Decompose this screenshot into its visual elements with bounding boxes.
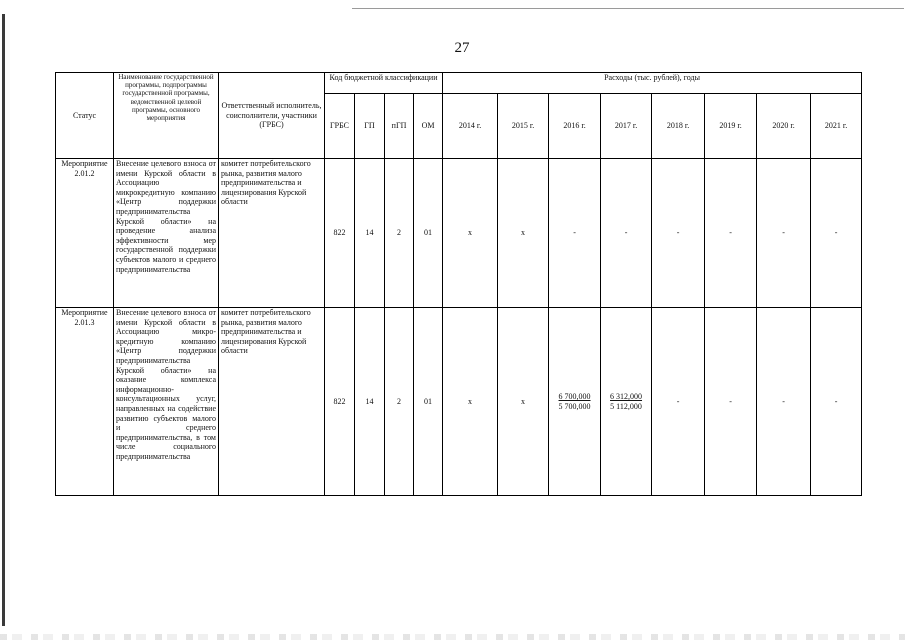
value-2016-fact: 5 700,000 (558, 401, 591, 411)
row-value-2021: - (811, 159, 862, 308)
row-value-2016: - (549, 159, 601, 308)
row-code-grbs: 822 (325, 159, 355, 308)
row-code-grbs: 822 (325, 308, 355, 496)
header-year-2017: 2017 г. (601, 94, 652, 159)
row-value-2019: - (705, 308, 757, 496)
row-name: Внесение целевого взноса от имени Курской области в Ассоциацию микрокредитную компанию «Центр поддержки предпринимательства Курской области» на проведение анализа эффективности мер государственной поддержки субъектов малого и среднего предпринимательства (114, 159, 219, 308)
scan-left-edge (2, 14, 5, 626)
row-value-2018: - (652, 159, 705, 308)
row-code-pgp: 2 (385, 159, 414, 308)
header-year-2020: 2020 г. (757, 94, 811, 159)
header-row-1 (56, 73, 862, 94)
row-value-2017 (601, 308, 652, 496)
header-responsible: Ответственный исполнитель, соисполнители, участники (ГРБС) (219, 73, 325, 159)
page-number: 27 (454, 40, 470, 56)
header-code-gp: ГП (355, 94, 385, 159)
header-code-grbs: ГРБС (325, 94, 355, 159)
table-row (56, 308, 862, 496)
row-code-om: 01 (414, 308, 443, 496)
table-row (56, 159, 862, 308)
header-status: Статус (56, 73, 114, 159)
header-year-2014: 2014 г. (443, 94, 498, 159)
row-code-gp: 14 (355, 308, 385, 496)
header-year-2021: 2021 г. (811, 94, 862, 159)
scan-bottom-noise (0, 634, 905, 640)
header-budget-code: Код бюджетной классификации (325, 73, 443, 94)
row-value-2014: x (443, 159, 498, 308)
row-name: Внесение целевого взноса от имени Курской области в Ассоциацию микро-кредитную компанию «Центр поддержки предпринимательства Курской области» на оказание комплекса информационно-консультационных услуг, направленных на содействие развитию субъектов малого и среднего предпринимательства, в том числе социального предпринимательства (114, 308, 219, 496)
row-responsible: комитет потребительского рынка, развития малого предпринимательства и лицензирования Курской области (219, 159, 325, 308)
header-year-2019: 2019 г. (705, 94, 757, 159)
row-value-2016 (549, 308, 601, 496)
row-value-2018: - (652, 308, 705, 496)
header-name: Наименование государственной программы, подпрограммы государственной программы, ведомственной целевой программы, основного мероприятия (114, 73, 219, 159)
header-code-om: ОМ (414, 94, 443, 159)
row-value-2015: x (498, 308, 549, 496)
header-year-2016: 2016 г. (549, 94, 601, 159)
value-2017-fact: 5 112,000 (610, 401, 642, 411)
row-responsible: комитет потребительского рынка, развития малого предпринимательства и лицензирования Курской области (219, 308, 325, 496)
header-expenses: Расходы (тыс. рублей), годы (443, 73, 862, 94)
row-code-pgp: 2 (385, 308, 414, 496)
row-status: Мероприятие 2.01.2 (56, 159, 114, 308)
expenses-table (55, 72, 862, 496)
value-2017-plan: 6 312,000 (610, 391, 643, 401)
row-value-2015: x (498, 159, 549, 308)
header-year-2015: 2015 г. (498, 94, 549, 159)
row-value-2017: - (601, 159, 652, 308)
scan-top-line (352, 8, 904, 9)
row-value-2019: - (705, 159, 757, 308)
row-code-om: 01 (414, 159, 443, 308)
row-code-gp: 14 (355, 159, 385, 308)
row-value-2020: - (757, 159, 811, 308)
row-value-2021: - (811, 308, 862, 496)
row-value-2014: x (443, 308, 498, 496)
row-value-2020: - (757, 308, 811, 496)
value-2016-plan: 6 700,000 (558, 391, 591, 401)
row-status: Мероприятие 2.01.3 (56, 308, 114, 496)
header-code-pgp: пГП (385, 94, 414, 159)
header-year-2018: 2018 г. (652, 94, 705, 159)
